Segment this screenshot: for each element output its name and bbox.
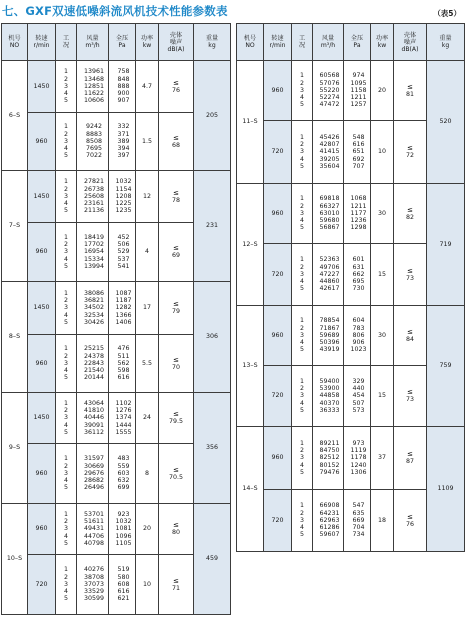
pressure-cell: 1087 1187 1282 1366 1406 [109, 282, 136, 335]
table-row [237, 61, 465, 121]
speed-cell: 1450 [28, 282, 56, 335]
noise-symbol: ≤ [173, 133, 179, 142]
pressure-cell: 483 559 603 632 699 [109, 444, 136, 504]
fan-model: 7–S [2, 171, 28, 282]
flow-cell: 89211 84750 82512 80152 79476 [313, 427, 344, 490]
flow-cell: 9242 8883 8508 7695 7022 [77, 113, 109, 171]
noise-value: 72 [405, 152, 414, 159]
weight-cell: 719 [427, 184, 465, 306]
flow-cell: 66908 64231 62963 61286 59607 [313, 490, 344, 552]
power-cell: 30 [371, 306, 394, 366]
speed-cell: 960 [28, 504, 56, 555]
noise-cell [159, 504, 194, 555]
flow-cell: 43064 41810 40446 39091 36112 [77, 393, 109, 444]
weight-cell: 520 [427, 61, 465, 184]
noise-value: 73 [405, 396, 414, 403]
pressure-cell: 974 1095 1158 1211 1257 [344, 61, 371, 121]
fan-model: 10–S [2, 504, 28, 615]
noise-cell [159, 444, 194, 504]
condition-cell: 1 2 3 4 5 [56, 393, 77, 444]
flow-cell: 52363 49706 47227 44860 42617 [313, 244, 344, 306]
left-spec-table [1, 23, 230, 615]
noise-symbol: ≤ [173, 188, 179, 197]
power-cell: 10 [136, 555, 159, 615]
right-table [236, 23, 465, 552]
table-row [2, 393, 231, 444]
table-row [237, 306, 465, 366]
header-power: 功率 kw [371, 24, 394, 61]
table-row [2, 61, 231, 113]
condition-cell: 1 2 3 4 5 [292, 244, 313, 306]
noise-value: 69 [171, 252, 180, 259]
left-table [1, 23, 231, 615]
noise-value: 71 [171, 584, 180, 592]
condition-cell: 1 2 3 4 5 [56, 555, 77, 615]
power-cell: 24 [136, 393, 159, 444]
weight-cell: 459 [194, 504, 231, 615]
noise-symbol: ≤ [407, 144, 413, 152]
fan-model: 13–S [237, 306, 264, 427]
speed-cell: 960 [264, 184, 292, 244]
noise-cell [394, 427, 427, 490]
weight-cell: 1109 [427, 427, 465, 552]
condition-cell: 1 2 3 4 5 [56, 444, 77, 504]
noise-cell [159, 335, 194, 393]
flow-cell: 53701 51611 49431 44706 40798 [77, 504, 109, 555]
noise-cell [159, 113, 194, 171]
speed-cell: 960 [28, 444, 56, 504]
speed-cell: 1450 [28, 61, 56, 113]
speed-cell: 960 [264, 306, 292, 366]
power-cell: 5.5 [136, 335, 159, 393]
condition-cell: 1 2 3 4 5 [56, 61, 77, 113]
header-row [2, 24, 231, 61]
condition-cell: 1 2 3 4 5 [292, 366, 313, 427]
speed-cell: 1450 [28, 393, 56, 444]
pressure-cell: 1068 1211 1177 1236 1298 [344, 184, 371, 244]
speed-cell: 960 [28, 335, 56, 393]
condition-cell: 1 2 3 4 5 [56, 335, 77, 393]
weight-cell: 356 [194, 393, 231, 504]
noise-symbol: ≤ [173, 521, 179, 529]
table-row [237, 184, 465, 244]
power-cell: 30 [371, 184, 394, 244]
pressure-cell: 1102 1276 1374 1444 1555 [109, 393, 136, 444]
weight-cell: 205 [194, 61, 231, 171]
fan-model: 14–S [237, 427, 264, 552]
flow-cell: 18419 17702 16954 15334 13994 [77, 223, 109, 282]
noise-value: 70.5 [168, 473, 184, 481]
noise-symbol: ≤ [407, 327, 413, 336]
condition-cell: 1 2 3 4 5 [292, 61, 313, 121]
weight-cell: 306 [194, 282, 231, 393]
right-spec-table [236, 23, 464, 552]
table-row [2, 504, 231, 555]
noise-symbol: ≤ [407, 205, 413, 214]
power-cell: 10 [371, 121, 394, 184]
noise-cell [394, 244, 427, 306]
flow-cell: 38086 36821 34502 32534 30426 [77, 282, 109, 335]
noise-symbol: ≤ [173, 244, 179, 252]
flow-cell: 69818 66327 63010 59680 56867 [313, 184, 344, 244]
pressure-cell: 547 635 669 704 734 [344, 490, 371, 552]
speed-cell: 960 [264, 427, 292, 490]
power-cell: 15 [371, 244, 394, 306]
header-speed: 转速 r/min [28, 24, 56, 61]
noise-symbol: ≤ [173, 465, 179, 474]
noise-value: 78 [171, 196, 180, 204]
header-weight: 重量 kg [427, 24, 465, 61]
condition-cell: 1 2 3 4 5 [292, 490, 313, 552]
condition-cell: 1 2 3 4 5 [292, 306, 313, 366]
pressure-cell: 452 506 529 537 541 [109, 223, 136, 282]
weight-cell: 231 [194, 171, 231, 282]
table-number: （表5） [433, 9, 461, 18]
table-row [2, 282, 231, 335]
pressure-cell: 332 371 389 394 397 [109, 113, 136, 171]
flow-cell: 59400 53900 44858 40370 36333 [313, 366, 344, 427]
pressure-cell: 923 1032 1081 1096 1105 [109, 504, 136, 555]
speed-cell: 720 [264, 121, 292, 184]
noise-cell [159, 171, 194, 223]
flow-cell: 31597 30669 29676 28682 26496 [77, 444, 109, 504]
noise-value: 76 [171, 86, 180, 94]
noise-value: 87 [405, 458, 414, 465]
power-cell: 12 [136, 171, 159, 223]
noise-value: 84 [405, 335, 414, 343]
flow-cell: 27821 26738 25608 23161 21136 [77, 171, 109, 223]
condition-cell: 1 2 3 4 5 [292, 121, 313, 184]
speed-cell: 960 [28, 223, 56, 282]
noise-symbol: ≤ [173, 410, 179, 418]
noise-value: 73 [405, 274, 414, 282]
speed-cell: 1450 [28, 171, 56, 223]
noise-symbol: ≤ [173, 300, 179, 308]
pressure-cell: 973 1119 1178 1240 1306 [344, 427, 371, 490]
pressure-cell: 476 511 562 598 616 [109, 335, 136, 393]
power-cell: 15 [371, 366, 394, 427]
noise-cell [394, 490, 427, 552]
pressure-cell: 758 848 888 900 907 [109, 61, 136, 113]
power-cell: 18 [371, 490, 394, 552]
condition-cell: 1 2 3 4 5 [56, 223, 77, 282]
header-noise: 壳体 噪声 dB(A) [159, 24, 194, 61]
pressure-cell: 519 580 608 616 621 [109, 555, 136, 615]
noise-cell [394, 184, 427, 244]
noise-cell [394, 121, 427, 184]
noise-value: 76 [405, 520, 414, 528]
condition-cell: 1 2 3 4 5 [292, 184, 313, 244]
header-row [237, 24, 465, 61]
header-weight: 重量 kg [194, 24, 231, 61]
noise-value: 79.5 [168, 418, 184, 425]
page-title: 七、GXF双速低噪斜流风机技术性能参数表 [2, 4, 228, 18]
noise-symbol: ≤ [407, 82, 413, 91]
noise-symbol: ≤ [173, 576, 179, 585]
condition-cell: 1 2 3 4 5 [56, 113, 77, 171]
noise-cell [394, 61, 427, 121]
header-pressure: 全压 Pa [109, 24, 136, 61]
header-model: 机号 NO [237, 24, 264, 61]
table-row [237, 427, 465, 490]
noise-cell [159, 282, 194, 335]
noise-symbol: ≤ [407, 266, 413, 275]
fan-model: 11–S [237, 61, 264, 184]
power-cell: 37 [371, 427, 394, 490]
noise-value: 70 [171, 363, 180, 371]
header-flow: 风量 m³/h [77, 24, 109, 61]
speed-cell: 720 [264, 366, 292, 427]
flow-cell: 45426 42807 41415 39205 35604 [313, 121, 344, 184]
flow-cell: 13961 13468 12851 11622 10606 [77, 61, 109, 113]
speed-cell: 960 [28, 113, 56, 171]
power-cell: 20 [136, 504, 159, 555]
condition-cell: 1 2 3 4 5 [56, 282, 77, 335]
header-condition: 工 况 [292, 24, 313, 61]
header-model: 机号 NO [2, 24, 28, 61]
header-pressure: 全压 Pa [344, 24, 371, 61]
power-cell: 1.5 [136, 113, 159, 171]
header-speed: 转速 r/min [264, 24, 292, 61]
speed-cell: 720 [264, 490, 292, 552]
noise-cell [159, 223, 194, 282]
power-cell: 4 [136, 223, 159, 282]
condition-cell: 1 2 3 4 5 [292, 427, 313, 490]
flow-cell: 40276 38708 37073 33529 30599 [77, 555, 109, 615]
noise-cell [159, 393, 194, 444]
weight-cell: 759 [427, 306, 465, 427]
pressure-cell: 604 783 806 906 1023 [344, 306, 371, 366]
condition-cell: 1 2 3 4 5 [56, 504, 77, 555]
noise-value: 81 [405, 90, 414, 98]
pressure-cell: 548 616 651 692 707 [344, 121, 371, 184]
power-cell: 17 [136, 282, 159, 335]
power-cell: 8 [136, 444, 159, 504]
noise-cell [394, 306, 427, 366]
flow-cell: 25215 24378 22843 21540 20144 [77, 335, 109, 393]
noise-value: 79 [171, 308, 180, 315]
fan-model: 12–S [237, 184, 264, 306]
header-noise: 壳体 噪声 dB(A) [394, 24, 427, 61]
header-power: 功率 kw [136, 24, 159, 61]
speed-cell: 720 [264, 244, 292, 306]
speed-cell: 960 [264, 61, 292, 121]
noise-cell [159, 555, 194, 615]
noise-symbol: ≤ [173, 355, 179, 364]
fan-model: 8–S [2, 282, 28, 393]
noise-value: 68 [171, 141, 180, 149]
noise-cell [159, 61, 194, 113]
noise-symbol: ≤ [173, 78, 179, 87]
header-condition: 工 况 [56, 24, 77, 61]
fan-model: 6–S [2, 61, 28, 171]
flow-cell: 60568 57076 55220 52274 47472 [313, 61, 344, 121]
power-cell: 4.7 [136, 61, 159, 113]
pressure-cell: 1032 1154 1208 1225 1235 [109, 171, 136, 223]
noise-symbol: ≤ [407, 388, 413, 396]
noise-cell [394, 366, 427, 427]
noise-symbol: ≤ [407, 512, 413, 521]
condition-cell: 1 2 3 4 5 [56, 171, 77, 223]
pressure-cell: 329 440 454 507 573 [344, 366, 371, 427]
fan-model: 9–S [2, 393, 28, 504]
speed-cell: 720 [28, 555, 56, 615]
flow-cell: 78854 71867 59689 50396 43919 [313, 306, 344, 366]
power-cell: 20 [371, 61, 394, 121]
noise-value: 80 [171, 529, 180, 536]
noise-symbol: ≤ [407, 450, 413, 458]
header-flow: 风量 m³/h [313, 24, 344, 61]
table-row [2, 171, 231, 223]
noise-value: 82 [405, 213, 414, 221]
pressure-cell: 601 631 662 695 730 [344, 244, 371, 306]
